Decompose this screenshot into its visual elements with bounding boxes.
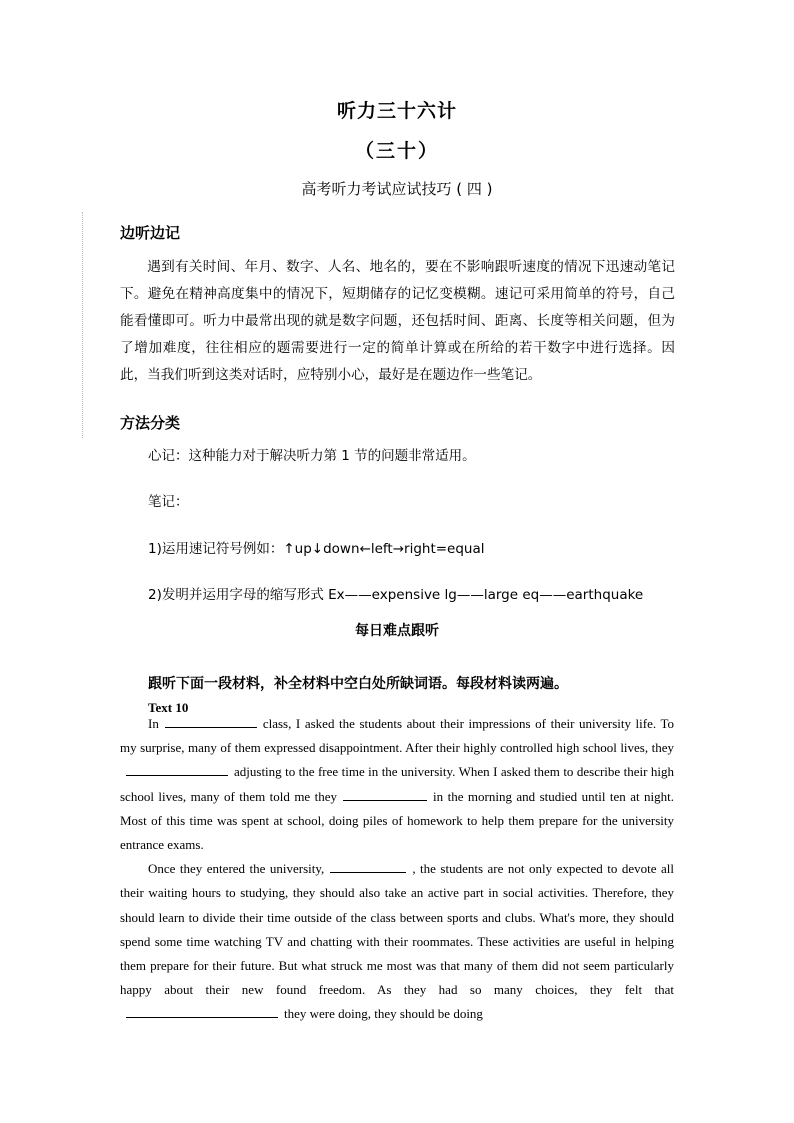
method-memory: 心记：这种能力对于解决听力第 1 节的问题非常适用。 xyxy=(148,448,476,464)
exercise-instruction: 跟听下面一段材料，补全材料中空白处所缺词语。每段材料读两遍。 xyxy=(148,676,568,692)
method-item-abbreviations: 2)发明并运用字母的缩写形式 Ex——expensive lg——large eq——earthquake xyxy=(148,587,644,603)
passage-text: In xyxy=(148,716,159,731)
fill-blank-1[interactable] xyxy=(165,714,257,728)
fill-blank-2[interactable] xyxy=(126,762,228,776)
page-subtitle: （三十） xyxy=(354,140,439,162)
passage-paragraph xyxy=(120,712,674,857)
intro-paragraph: 遇到有关时间、年月、数字、人名、地名的，要在不影响跟听速度的情况下迅速动笔记下。避免在精神高度集中的情况下，短期储存的记忆变模糊。速记可采用简单的符号，自己能看懂即可。听力中最常出现的就是数字问题，还包括时间、距离、长度等相关问题，但为了增加难度，往往相应的题需要进行一定的简单计算或在所给的若干数字中进行选择。因此，当我们听到这类对话时，应特别小心，最好是在题边作一些笔记。 xyxy=(120,259,675,383)
passage-text: in the morning and studied until ten at night. Most of this time was spent at school, doing piles of homework to help them prepare for the university entrance exams. xyxy=(120,788,674,853)
margin-divider xyxy=(82,212,83,438)
lesson-title: 高考听力考试应试技巧 ( 四 ) xyxy=(301,180,493,198)
fill-blank-5[interactable] xyxy=(126,1004,278,1018)
method-notes-label: 笔记： xyxy=(148,494,189,510)
passage-text: Once they entered the university, xyxy=(148,861,325,877)
method-item-symbols: 1)运用速记符号例如：↑up↓down←left→right=equal xyxy=(148,541,485,557)
text-label: Text 10 xyxy=(148,700,189,715)
passage-text: adjusting to the free time in the university. When I asked them to describe their high school lives, many of them told me they xyxy=(120,764,674,804)
fill-blank-3[interactable] xyxy=(343,787,427,801)
fill-blank-4[interactable] xyxy=(330,859,406,873)
listening-passage xyxy=(120,712,674,1027)
passage-text: class, I asked the students about their impressions of their university life. To my surprise, many of them expressed disappointment. After their highly controlled high school lives, they xyxy=(120,716,674,756)
page-title: 听力三十六计 xyxy=(336,100,457,122)
daily-heading: 每日难点跟听 xyxy=(355,623,439,639)
section-heading-methods: 方法分类 xyxy=(120,414,181,432)
passage-text: they were doing, they should be doing xyxy=(284,1006,483,1022)
passage-paragraph xyxy=(120,857,674,1026)
section-heading-listen-and-note: 边听边记 xyxy=(120,224,181,242)
section-body xyxy=(120,254,675,389)
passage-text: , the students are not only expected to devote all their waiting hours to studying, they should also take an active part in social activities. Therefore, they should learn to divide their time outside of the class between sports and clubs. What's more, they should spend some time watching TV and chatting with their roommates. These activities are useful in helping them prepare for their future. But what struck me most was that many of them did not seem particularly happy about their new found freedom. As they had so many choices, they felt that xyxy=(120,861,675,998)
